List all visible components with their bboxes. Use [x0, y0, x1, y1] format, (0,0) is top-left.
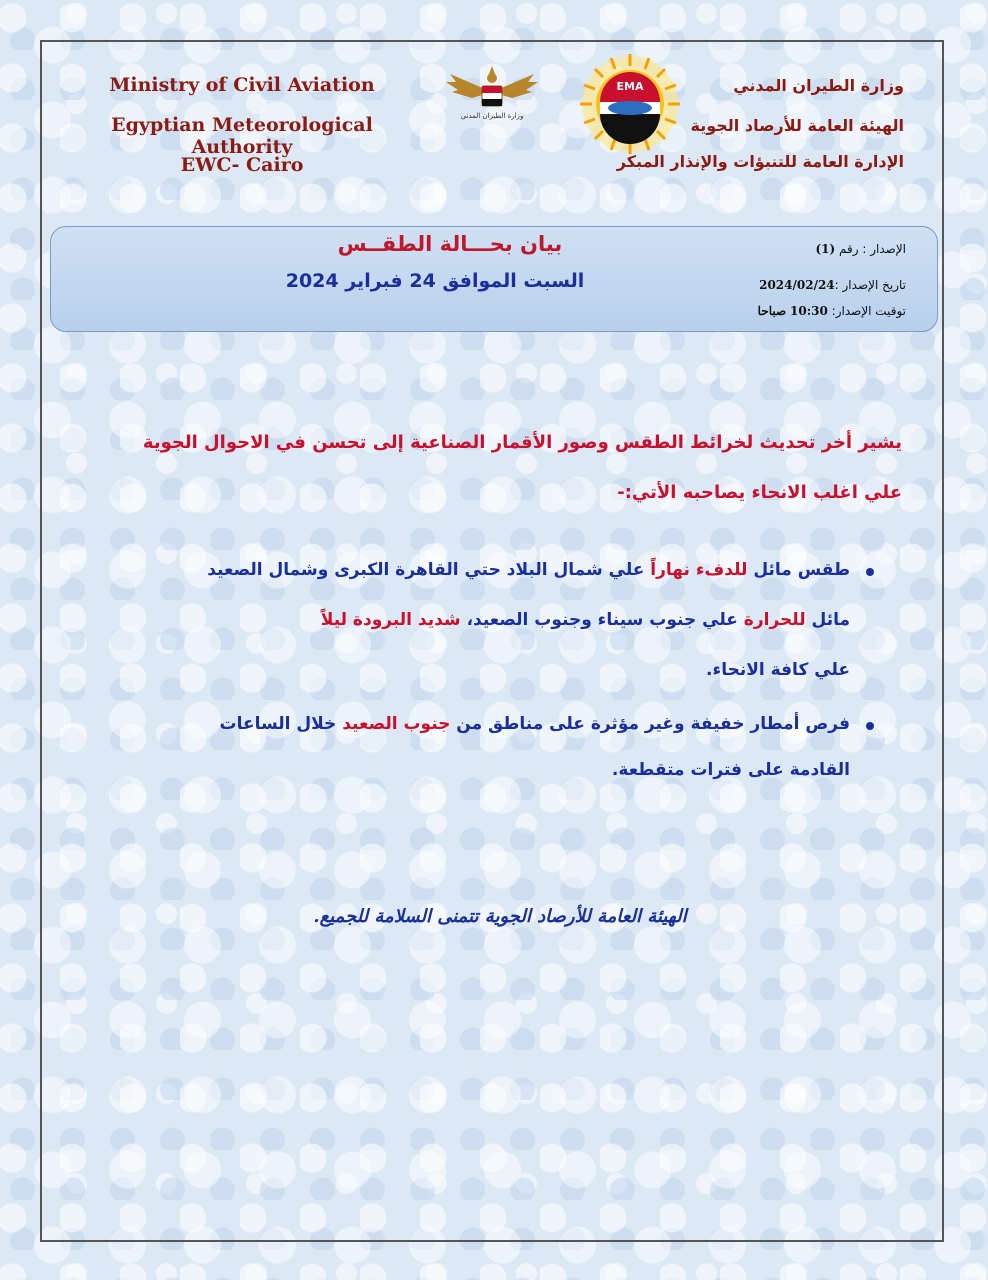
- bullet-1-line-2: [321, 610, 850, 630]
- issue-date: [759, 278, 906, 292]
- bulletin-date: السبت الموافق 24 فبراير 2024: [285, 270, 585, 292]
- header-authority-ar: الهيئة العامة للأرصاد الجوية: [690, 116, 904, 135]
- bullet-2-line-1: [220, 714, 851, 734]
- issue-time-label: توقيت الإصدار:: [831, 304, 906, 318]
- page-border: [40, 40, 944, 1242]
- bulletin-title: بيان بحـــالة الطقــس: [337, 232, 563, 256]
- b1-l2-c: علي جنوب سيناء وجنوب الصعيد،: [460, 610, 744, 630]
- b1-l2-a: مائل: [805, 610, 850, 630]
- ema-logo-text: EMA: [616, 80, 644, 93]
- header-authority-en: Egyptian Meteorological Authority: [111, 114, 373, 158]
- header-ministry-ar: وزارة الطيران المدني: [733, 76, 904, 95]
- header-ministry-en: Ministry of Civil Aviation: [109, 74, 375, 96]
- issue-time: [758, 304, 906, 318]
- b2-l1-a: فرص أمطار خفيفة وغير مؤثرة على مناطق من: [450, 714, 850, 734]
- bullet-2-marker: [866, 722, 874, 730]
- b1-l2-b: للحرارة: [743, 610, 806, 630]
- b1-l1-b: للدفء نهاراً: [650, 560, 748, 580]
- issue-date-value: 2024/02/24: [759, 278, 835, 292]
- header-center-ar: الإدارة العامة للتنبؤات والإنذار المبكر: [616, 152, 904, 171]
- bullet-1-line-3: علي كافة الانحاء.: [706, 660, 850, 680]
- b1-l1-a: طقس مائل: [747, 560, 850, 580]
- header-center-en: EWC- Cairo: [180, 154, 304, 176]
- bullet-1-marker: [866, 568, 874, 576]
- issue-label: الإصدار : رقم: [839, 242, 906, 256]
- bullet-1-line-1: [207, 560, 850, 580]
- civil-logo-caption: وزارة الطيران المدني: [460, 112, 524, 120]
- b2-l1-b: جنوب الصعيد: [342, 714, 451, 734]
- b1-l2-d: شديد البرودة ليلاً: [320, 610, 461, 630]
- issue-number: [815, 242, 906, 256]
- ema-logo: [578, 52, 682, 156]
- civil-aviation-logo: [442, 62, 542, 132]
- intro-line-1: يشير أخر تحديث لخرائط الطقس وصور الأقمار الصناعية إلى تحسن في الاحوال الجوية: [142, 432, 902, 453]
- b2-l1-c: خلال الساعات: [219, 714, 343, 734]
- closing-statement: الهيئة العامة للأرصاد الجوية تتمنى السلامة للجميع.: [313, 906, 687, 927]
- issue-time-suffix: صباحا: [757, 304, 787, 318]
- b1-l1-c: علي شمال البلاد حتي القاهرة الكبرى وشمال الصعيد: [207, 560, 651, 580]
- issue-value: (1): [815, 242, 836, 256]
- bullet-2-line-2: القادمة على فترات متقطعة.: [611, 760, 850, 780]
- intro-line-2: علي اغلب الانحاء يصاحبه الأتي:-: [617, 482, 902, 503]
- issue-time-value: 10:30: [790, 304, 828, 318]
- issue-date-label: تاريخ الإصدار :: [834, 278, 906, 292]
